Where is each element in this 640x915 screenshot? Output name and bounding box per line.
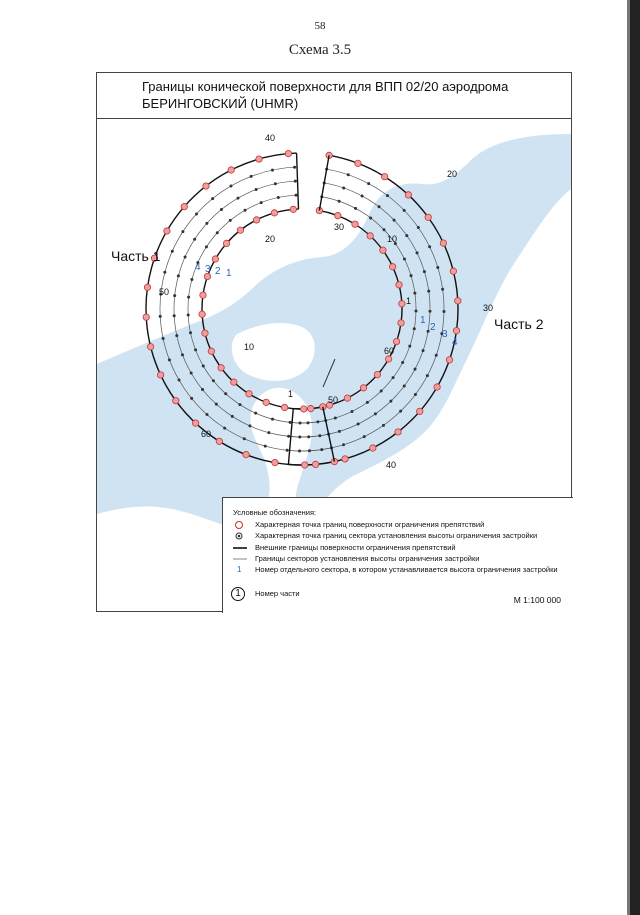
left-red-point: [203, 183, 209, 189]
right-sector-point: [414, 309, 417, 312]
right-sector-point: [403, 385, 406, 388]
left-sector-point: [271, 418, 274, 421]
legend-title: Условные обозначения:: [233, 508, 317, 517]
map-title-box: [97, 73, 571, 119]
right-sector-point: [399, 410, 402, 413]
right-red-point: [399, 301, 405, 307]
left-sector-point: [184, 255, 187, 258]
left-red-point: [271, 210, 277, 216]
sector-right-4: 4: [452, 337, 458, 348]
part-number-circle: 1: [231, 587, 245, 601]
legend-text: Характерная точка границ поверхности ограничения препятствий: [255, 520, 485, 529]
left-sector-point: [163, 271, 166, 274]
left-sector-point: [248, 424, 251, 427]
right-sector-point: [342, 186, 345, 189]
left-sector-point: [220, 208, 223, 211]
sector-left-4: 4: [195, 262, 201, 273]
left-red-point: [223, 240, 229, 246]
scheme-caption: Схема 3.5: [288, 42, 352, 58]
right-sector-point: [401, 361, 404, 364]
right-sector-point: [342, 443, 345, 446]
left-sector-point: [271, 169, 274, 172]
left-sector-point: [171, 250, 174, 253]
left-sector-point: [287, 435, 290, 438]
right-red-point: [370, 445, 376, 451]
label-left-40: 40: [265, 133, 276, 143]
left-sector-point: [274, 182, 277, 185]
left-sector-point: [181, 353, 184, 356]
left-sector-point: [244, 209, 247, 212]
left-sector-point: [190, 278, 193, 281]
left-sector-point: [307, 435, 310, 438]
legend-text: Номер отдельного сектора, в котором устанавливается высота ограничения застройки: [255, 565, 558, 574]
map-title: Границы конической поверхности для ВПП 02/20 аэродрома БЕРИНГОВСКИЙ (UHMR): [142, 79, 509, 111]
left-red-point: [302, 462, 308, 468]
part1-label: Часть 1: [111, 248, 161, 264]
right-sector-point: [363, 435, 366, 438]
right-sector-point: [393, 219, 396, 222]
left-sector-point: [295, 194, 298, 197]
left-red-point: [218, 365, 224, 371]
left-sector-point: [243, 437, 246, 440]
label-left-10: 10: [244, 342, 255, 352]
left-sector-point: [277, 196, 280, 199]
left-sector-point: [193, 238, 196, 241]
sector-right-3: 3: [442, 329, 448, 340]
left-sector-point: [173, 314, 176, 317]
left-sector-point: [224, 392, 227, 395]
left-red-point: [199, 311, 205, 317]
right-sector-point: [298, 435, 301, 438]
left-red-point: [216, 438, 222, 444]
right-red-point: [389, 264, 395, 270]
right-sector-point: [357, 423, 360, 426]
red-ring-icon: [233, 520, 249, 531]
right-sector-point: [427, 290, 430, 293]
right-sector-point: [413, 292, 416, 295]
right-sector-point: [416, 251, 419, 254]
left-sector-point: [215, 403, 218, 406]
right-red-point: [380, 247, 386, 253]
left-sector-point: [237, 197, 240, 200]
legend-row-sector-border: [233, 554, 568, 565]
right-sector-point: [417, 226, 420, 229]
left-sector-point: [181, 230, 184, 233]
right-red-point: [395, 429, 401, 435]
left-sector-point: [177, 274, 180, 277]
left-red-point: [208, 348, 214, 354]
right-red-point: [344, 395, 350, 401]
left-red-point: [173, 397, 179, 403]
label-right-10: 10: [387, 234, 398, 244]
thick-line-icon: [233, 543, 249, 554]
left-red-point: [157, 372, 163, 378]
left-sector-point: [190, 397, 193, 400]
right-sector-point: [350, 410, 353, 413]
left-sector-point: [211, 197, 214, 200]
right-sector-point: [347, 173, 350, 176]
dot-ring-icon: [233, 531, 249, 542]
right-sector-point: [383, 228, 386, 231]
left-sector-point: [205, 413, 208, 416]
right-red-point: [434, 384, 440, 390]
left-sector-point: [173, 294, 176, 297]
left-red-point: [272, 459, 278, 465]
right-red-point: [374, 371, 380, 377]
right-red-point: [453, 328, 459, 334]
sector-left-3: 3: [205, 264, 211, 275]
left-sector-point: [178, 379, 181, 382]
left-sector-point: [190, 372, 193, 375]
right-sector-point: [423, 270, 426, 273]
left-sector-point: [254, 412, 257, 415]
right-sector-point: [403, 258, 406, 261]
legend-text: Границы секторов установления высоты ограничения застройки: [255, 554, 480, 563]
map-scale: М 1:100 000: [513, 595, 561, 605]
sector-left-1: 1: [226, 268, 232, 279]
sector-right-1: 1: [420, 315, 426, 326]
right-sector-point: [414, 393, 417, 396]
page-number: 58: [314, 20, 326, 32]
right-red-point: [360, 385, 366, 391]
left-red-point: [192, 420, 198, 426]
sector-right-2: 2: [430, 322, 436, 333]
left-sector-point: [286, 449, 289, 452]
legend-row-sector-point: [233, 531, 568, 542]
left-sector-point: [202, 365, 205, 368]
left-red-point: [181, 203, 187, 209]
right-sector-point: [386, 194, 389, 197]
right-sector-point: [382, 424, 385, 427]
left-red-point: [253, 217, 259, 223]
right-sector-point: [414, 368, 417, 371]
left-sector-point: [205, 245, 208, 248]
right-sector-point: [369, 216, 372, 219]
left-sector-point: [229, 219, 232, 222]
left-red-point: [231, 379, 237, 385]
left-sector-point: [223, 427, 226, 430]
left-red-point: [246, 391, 252, 397]
left-sector-point: [294, 180, 297, 183]
left-red-point: [301, 406, 307, 412]
left-sector-point: [264, 445, 267, 448]
label-right-40: 40: [386, 460, 397, 470]
right-sector-point: [410, 274, 413, 277]
legend-row-outer-border: [233, 543, 568, 554]
label-right-20: 20: [447, 169, 458, 179]
right-red-point: [308, 405, 314, 411]
left-sector-point: [175, 334, 178, 337]
right-sector-point: [422, 349, 425, 352]
left-sector-point: [205, 222, 208, 225]
right-sector-point: [298, 449, 301, 452]
right-red-point: [417, 408, 423, 414]
label-left-50: 50: [159, 287, 170, 297]
right-red-point: [393, 338, 399, 344]
left-sector-point: [216, 231, 219, 234]
right-sector-point: [338, 430, 341, 433]
left-sector-point: [194, 348, 197, 351]
right-red-point: [367, 233, 373, 239]
legend-text: Номер части: [255, 589, 300, 598]
sector-left-2: 2: [215, 266, 221, 277]
left-red-point: [147, 344, 153, 350]
left-red-point: [263, 399, 269, 405]
left-red-point: [256, 156, 262, 162]
right-sector-point: [426, 374, 429, 377]
right-sector-point: [320, 448, 323, 451]
left-sector-point: [168, 358, 171, 361]
map-frame: [96, 72, 572, 612]
left-sector-point: [238, 403, 241, 406]
right-sector-point: [361, 194, 364, 197]
left-sector-point: [308, 449, 311, 452]
left-sector-point: [231, 415, 234, 418]
left-sector-point: [187, 313, 190, 316]
right-sector-point: [374, 412, 377, 415]
legend-text: Характерная точка границ сектора установления высоты ограничения застройки: [255, 531, 538, 540]
label-left-30: 30: [334, 222, 345, 232]
right-sector-point: [403, 209, 406, 212]
right-sector-point: [436, 266, 439, 269]
right-red-point: [335, 212, 341, 218]
left-sector-point: [212, 379, 215, 382]
left-sector-point: [250, 175, 253, 178]
left-sector-point: [195, 212, 198, 215]
legend-row-sector-number: [233, 565, 568, 585]
left-red-point: [281, 404, 287, 410]
left-red-point: [228, 167, 234, 173]
left-sector-point: [293, 166, 296, 169]
right-sector-point: [389, 400, 392, 403]
right-red-point: [405, 192, 411, 198]
right-sector-point: [405, 234, 408, 237]
right-red-point: [381, 174, 387, 180]
part-number-symbol: [231, 587, 247, 598]
right-sector-point: [299, 421, 302, 424]
left-red-point: [290, 206, 296, 212]
left-red-point: [285, 150, 291, 156]
label-left-1: 1: [288, 389, 294, 399]
right-red-point: [440, 240, 446, 246]
right-sector-point: [366, 401, 369, 404]
map-legend: [222, 497, 573, 613]
left-red-point: [200, 292, 206, 298]
label-right-1: 1: [406, 296, 412, 306]
right-sector-point: [354, 207, 357, 210]
right-red-point: [312, 461, 318, 467]
left-red-point: [144, 284, 150, 290]
right-red-point: [385, 356, 391, 362]
thin-line-icon: [233, 554, 249, 565]
right-sector-point: [441, 288, 444, 291]
right-red-point: [342, 456, 348, 462]
right-sector-point: [316, 420, 319, 423]
left-sector-point: [187, 296, 190, 299]
right-sector-point: [334, 417, 337, 420]
right-sector-point: [435, 354, 438, 357]
left-sector-point: [267, 431, 270, 434]
legend-text: Внешние границы поверхности ограничения препятствий: [255, 543, 456, 552]
left-sector-point: [289, 421, 292, 424]
left-sector-point: [189, 331, 192, 334]
land-island: [232, 323, 315, 381]
right-red-point: [446, 357, 452, 363]
left-sector-point: [162, 337, 165, 340]
sector-number-symbol: 1: [237, 565, 242, 574]
right-sector-point: [413, 327, 416, 330]
part2-label: Часть 2: [494, 316, 544, 332]
right-sector-point: [428, 245, 431, 248]
left-sector-point: [201, 388, 204, 391]
right-red-point: [398, 320, 404, 326]
right-red-point: [425, 214, 431, 220]
right-red-point: [396, 282, 402, 288]
right-red-point: [455, 298, 461, 304]
right-red-point: [450, 268, 456, 274]
right-red-point: [355, 160, 361, 166]
left-sector-point: [159, 315, 162, 318]
label-left-60: 60: [201, 429, 212, 439]
left-red-point: [243, 451, 249, 457]
right-sector-point: [442, 310, 445, 313]
label-left-20: 20: [265, 234, 276, 244]
legend-row-red-point: [233, 520, 568, 531]
left-red-point: [164, 228, 170, 234]
right-sector-point: [378, 205, 381, 208]
left-sector-point: [260, 201, 263, 204]
label-right-30: 30: [483, 303, 494, 313]
left-red-point: [202, 330, 208, 336]
label-right-60: 60: [384, 346, 395, 356]
label-right-50: 50: [328, 395, 339, 405]
right-sector-point: [318, 434, 321, 437]
right-sector-point: [428, 310, 431, 313]
left-red-point: [237, 227, 243, 233]
right-sector-point: [408, 345, 411, 348]
left-sector-point: [306, 421, 309, 424]
left-red-point: [212, 256, 218, 262]
left-sector-point: [230, 185, 233, 188]
right-red-point: [352, 221, 358, 227]
right-sector-point: [367, 182, 370, 185]
left-sector-point: [255, 188, 258, 191]
scan-edge: [630, 0, 640, 915]
right-sector-point: [392, 376, 395, 379]
left-red-point: [143, 314, 149, 320]
right-sector-point: [338, 200, 341, 203]
right-sector-point: [380, 390, 383, 393]
